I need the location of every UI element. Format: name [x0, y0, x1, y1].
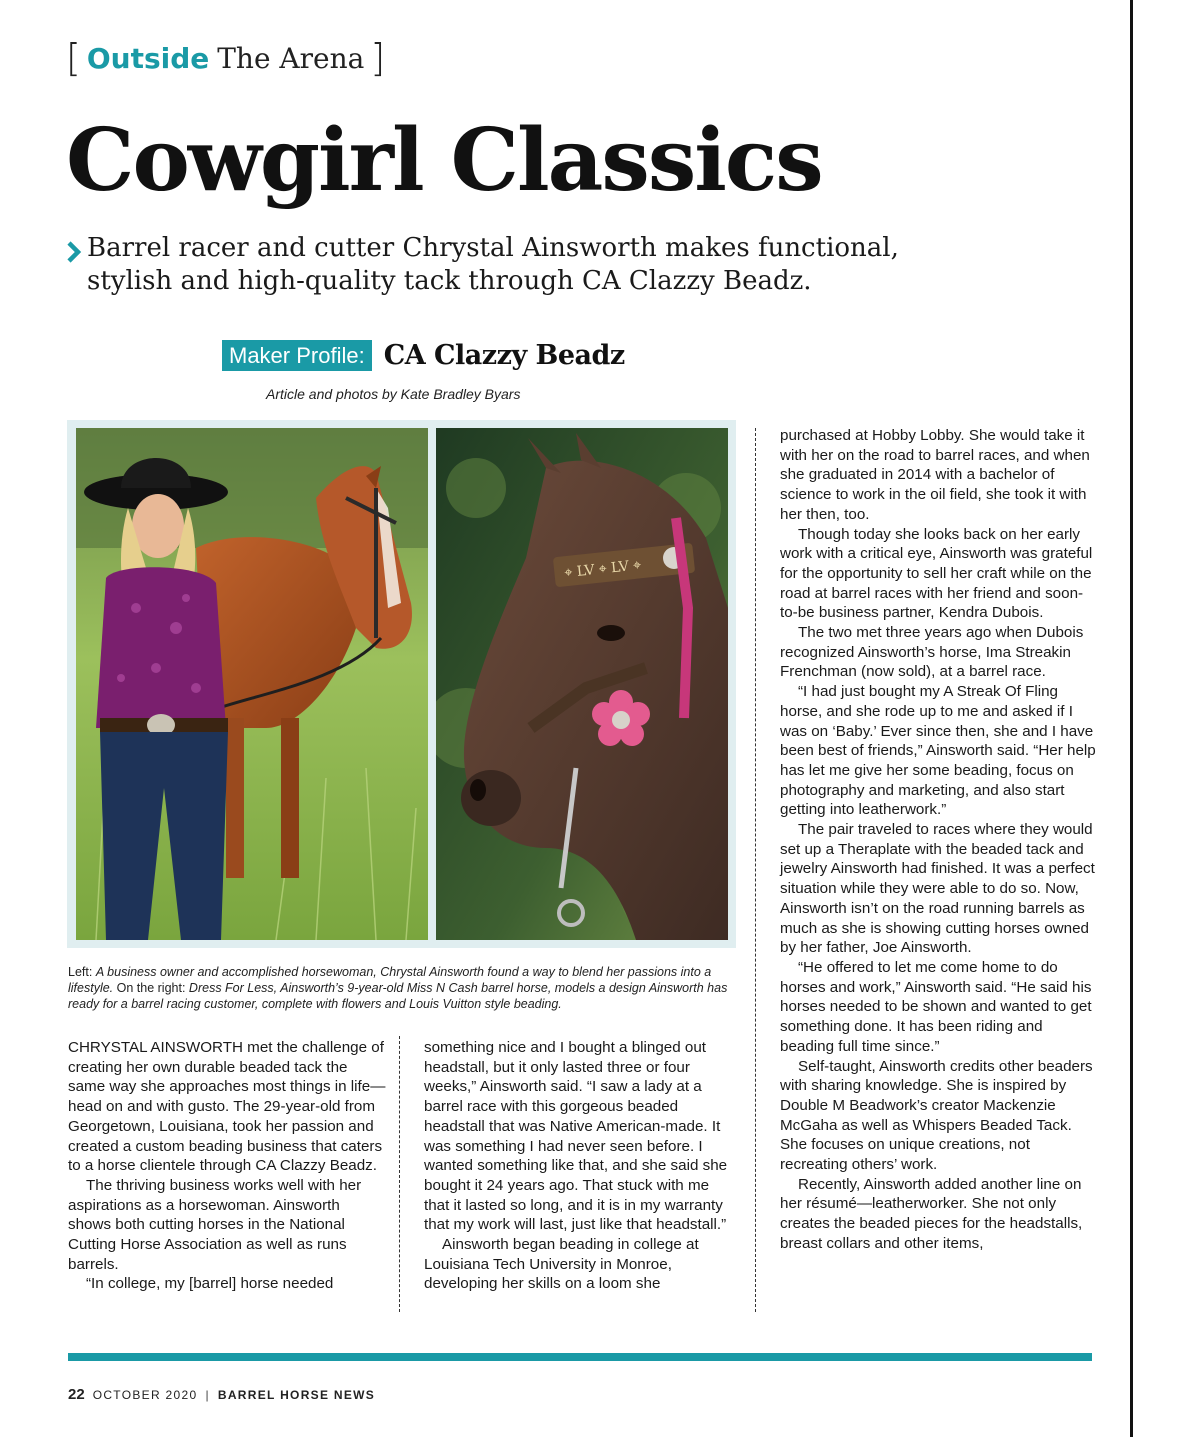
paragraph: The two met three years ago when Dubois recognized Ainsworth’s horse, Ima Streakin Frenchman (now sold), at a barrel race.	[780, 624, 1084, 681]
footer-accent-bar	[68, 1353, 1092, 1361]
column-divider	[755, 428, 756, 1312]
section-name: The Arena	[217, 41, 365, 75]
svg-text:⌖ LV ⌖ LV ⌖: ⌖ LV ⌖ LV ⌖	[563, 557, 642, 582]
footer-separator: |	[205, 1387, 210, 1402]
paragraph: Recently, Ainsworth added another line on her résumé—leatherworker. She not only creates the beaded pieces for the headstalls, breast collars and other items,	[780, 1175, 1083, 1252]
issue-date: OCTOBER 2020	[92, 1387, 198, 1402]
body-column-3	[780, 426, 1098, 1254]
open-bracket: [	[66, 36, 81, 80]
page-footer	[68, 1386, 375, 1403]
paragraph: “In college, my [barrel] horse needed	[86, 1275, 334, 1293]
maker-profile	[222, 340, 625, 371]
paragraph: “I had just bought my A Streak Of Fling horse, and she rode up to me and asked if I was on ‘Baby.’ Ever since then, she and I have been best of friends,” Ainsworth said. “Her help has let me give her some beading, focus on photography and marketing, and also start getting into leatherwork.”	[780, 683, 1096, 819]
column-divider	[399, 1036, 400, 1312]
body-column-2	[424, 1038, 736, 1294]
section-kicker	[66, 38, 385, 78]
photo-horse-headstall	[436, 428, 728, 940]
paragraph: Though today she looks back on her early work with a critical eye, Ainsworth was grateful for the opportunity to sell her craft while on the road at barrel races with her friend and soon-to-be business partner, Kendra Dubois.	[780, 525, 1093, 622]
byline: Article and photos by Kate Bradley Byars	[266, 386, 521, 402]
caption-left-text: A business owner and accomplished horsewoman, Chrystal Ainsworth found a way to blend her passions into a lifestyle.	[68, 965, 712, 995]
paragraph: Self-taught, Ainsworth credits other beaders with sharing knowledge. She is inspired by Double M Beadwork’s creator Mackenzie McGaha as well as Whispers Beaded Tack. She focuses on unique creations, not recreating others’ work.	[780, 1057, 1093, 1174]
paragraph: “He offered to let me come home to do horses and work,” Ainsworth said. “He said his horses needed to be shown and wanted to get something done. It has been riding and beading full time since.”	[780, 958, 1092, 1055]
deck-subtitle: Barrel racer and cutter Chrystal Ainsworth makes functional, stylish and high-quality tack through CA Clazzy Beadz.	[87, 233, 899, 296]
profile-name: CA Clazzy Beadz	[383, 340, 625, 371]
chevron-right-icon	[66, 240, 82, 264]
magazine-name: BARREL HORSE NEWS	[217, 1387, 376, 1402]
paragraph: purchased at Hobby Lobby. She would take it with her on the road to barrel races, and when she graduated in 2014 with a bachelor of science to work in the oil field, she took it with her then, too.	[780, 427, 1090, 523]
paragraph: something nice and I bought a blinged out headstall, but it only lasted three or four weeks,” Ainsworth said. “I saw a lady at a barrel race with this gorgeous beaded headstall that was Native American-made. It was something I had never seen before. I wanted something like that, and she said she bought it 24 years ago. That stuck with me that it lasted so long, and it is in my warranty that my work will last, just like that headstall.”	[424, 1039, 728, 1234]
paragraph: Ainsworth began beading in college at Louisiana Tech University in Monroe, developing her skills on a loom she	[424, 1236, 699, 1293]
caption-right-label: On the right:	[116, 981, 186, 995]
page-edge-rule	[1130, 0, 1133, 1437]
caption-right-text: Dress For Less, Ainsworth’s 9-year-old Miss N Cash barrel horse, models a design Ainsworth has ready for a barrel racing customer, complete with flowers and Louis Vuitton style beading.	[68, 981, 728, 1011]
caption-left-label: Left:	[68, 965, 93, 979]
paragraph: The thriving business works well with her aspirations as a horsewoman. Ainsworth shows both cutting horses in the National Cutting Horse Association as well as runs barrels.	[68, 1176, 362, 1273]
body-column-1	[68, 1038, 386, 1294]
close-bracket: ]	[370, 36, 386, 80]
headline: Cowgirl Classics	[66, 110, 822, 211]
photo-cowgirl-with-horse	[76, 428, 428, 940]
profile-tag: Maker Profile:	[222, 340, 372, 371]
section-highlight: Outside	[86, 41, 210, 75]
photo-caption	[68, 964, 736, 1012]
page-number: 22	[68, 1386, 85, 1403]
paragraph: CHRYSTAL AINSWORTH met the challenge of creating her own durable beaded tack the same way she approaches most things in life—head on and with gusto. The 29-year-old from Georgetown, Louisiana, took her passion and created a custom beading business that caters to a horse clientele through CA Clazzy Beadz.	[68, 1039, 386, 1175]
paragraph: The pair traveled to races where they would set up a Theraplate with the beaded tack and jewelry Ainsworth had finished. It was a perfect situation while they were able to do so. Now, Ainsworth isn’t on the road running barrels as much as she is showing cutting horses owned by her father, Joe Ainsworth.	[780, 821, 1095, 957]
